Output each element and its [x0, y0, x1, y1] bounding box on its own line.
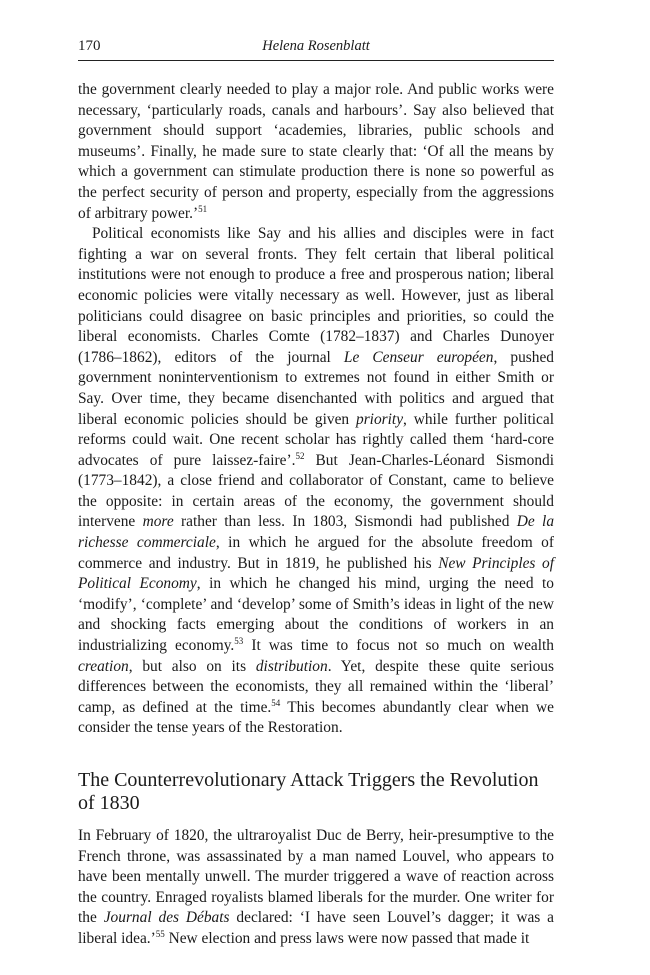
italic-text: De la richesse commerciale	[78, 513, 555, 552]
paragraph-1	[78, 80, 554, 224]
page-number: 170	[78, 38, 101, 54]
italic-text: distribution	[255, 657, 328, 675]
italic-text: priority	[356, 410, 404, 428]
text-run: New election and press laws were now passed that made it	[164, 929, 530, 947]
italic-text: Le Censeur européen	[343, 348, 494, 366]
footnote-ref: 52	[295, 450, 305, 461]
text-run: . Yet, despite these quite serious differences between the economists, they all remained within the ‘liberal’ camp, as defined at the time.	[78, 657, 554, 716]
italic-text: Journal des Débats	[103, 909, 230, 927]
text-run: This becomes abundantly clear when we consider the tense years of the Restoration.	[78, 698, 554, 737]
text-run: , while further political reforms could wait. One recent scholar has rightly called them ‘hard-core advocates of pure laissez-faire’.	[78, 410, 554, 469]
footnote-ref: 51	[198, 203, 208, 214]
text-run: But Jean-Charles-Léonard Sismondi (1773–1842), a close friend and collaborator of Constant, came to believe the opposite: in certain areas of the economy, the government should intervene	[78, 451, 554, 531]
text-run: rather than less. In 1803, Sismondi had published	[173, 513, 517, 531]
italic-text: more	[142, 513, 174, 531]
running-head: Helena Rosenblatt	[262, 38, 370, 54]
footnote-ref: 54	[271, 697, 281, 708]
text-run: In February of 1820, the ultraroyalist Duc de Berry, heir-presumptive to the French throne, was assassinated by a man named Louvel, who appears to have been mentally unwell. The murder triggered a wave of reaction across the country. Enraged royalists blamed liberals for the murder. One writer for the	[78, 827, 554, 927]
text-run: It was time to focus not so much on wealth	[243, 637, 554, 655]
footnote-ref: 53	[234, 636, 244, 647]
text-run: declared: ‘I have seen Louvel’s dagger; it was a liberal idea.’	[78, 909, 555, 947]
footnote-ref: 55	[155, 928, 165, 939]
text-run: , pushed government noninterventionism to extremes not found in either Smith or Say. Over time, they became disenchanted with politics and argued that liberal economic policies should be given	[78, 348, 555, 428]
section-heading: The Counterrevolutionary Attack Triggers the Revolution of 1830	[78, 769, 539, 814]
text-run: the government clearly needed to play a major role. And public works were necessary, ‘particularly roads, canals and harbours’. Say also believed that government should support ‘academies, libraries, public schools and museums’. Finally, he made sure to state clearly that: ‘Of all the means by which a government can stimulate production there is none so powerful as the perfect security of person and property, especially from the aggressions of arbitrary power.’	[78, 81, 554, 222]
text-run: Political economists like Say and his allies and disciples were in fact fighting a war on several fronts. They felt certain that liberal political institutions were not enough to produce a free and prosperous nation; liberal economic policies were vitally necessary as well. However, just as liberal politicians could disagree on basic principles and priorities, so could the liberal economists. Charles Comte (1782–1837) and Charles Dunoyer (1786–1862), editors of the journal	[78, 225, 554, 366]
body-text	[78, 80, 554, 950]
page-header	[78, 32, 554, 61]
paragraph-3	[78, 826, 554, 950]
text-run: , in which he argued for the absolute freedom of commerce and industry. But in 1819, he published his	[78, 534, 554, 572]
italic-text: New Principles of Political Economy	[78, 554, 554, 593]
italic-text: creation	[78, 657, 129, 675]
text-run: , but also on its	[128, 657, 256, 675]
paragraph-2	[78, 224, 554, 739]
text-run: , in which he changed his mind, urging the need to ‘modify’, ‘complete’ and ‘develop’ some of Smith’s ideas in light of the new and shocking facts emerging about the conditions of workers in an industrializing economy.	[78, 575, 554, 655]
